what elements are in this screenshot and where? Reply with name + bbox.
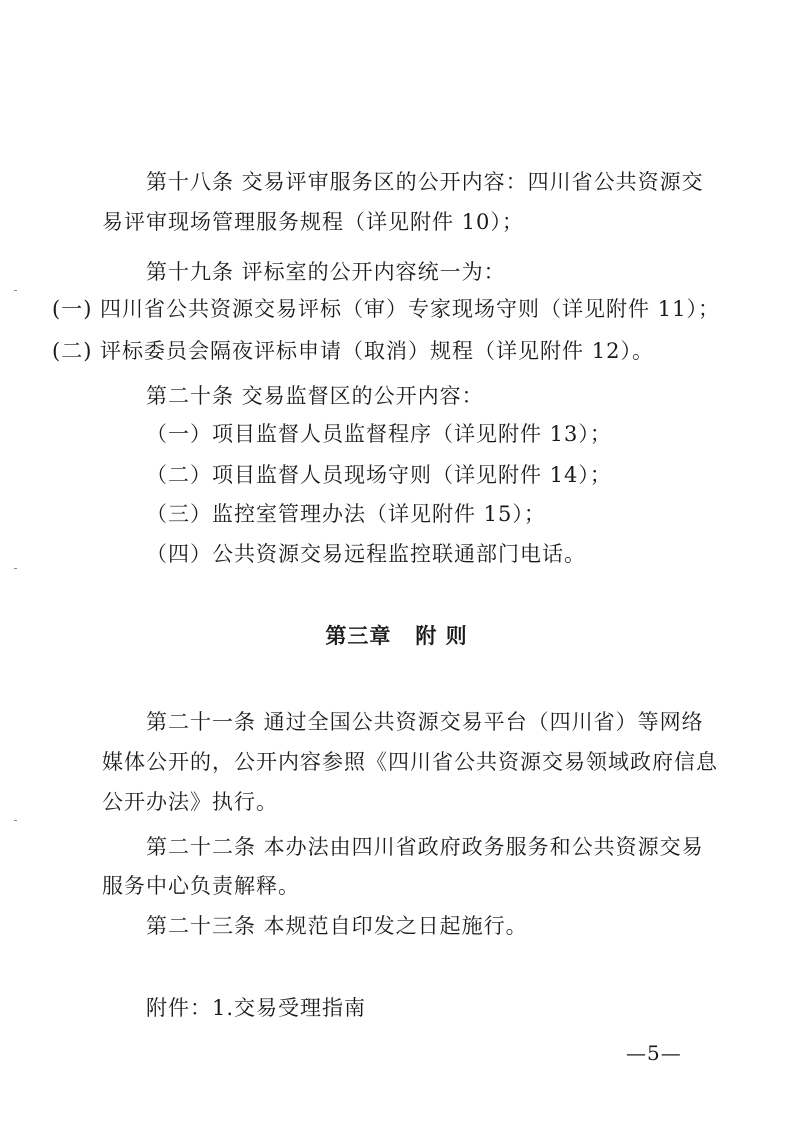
list-item: (一) 四川省公共资源交易评标（审）专家现场守则（详见附件 11）；	[52, 297, 720, 321]
chapter-title	[0, 622, 793, 650]
margin-mark	[14, 820, 17, 821]
page-number: —5—	[626, 1041, 682, 1065]
list-item: （四）公共资源交易远程监控联通部门电话。	[146, 542, 586, 566]
list-item: （二）项目监督人员现场守则（详见附件 14）；	[146, 463, 612, 487]
chapter-number: 第三章	[325, 624, 392, 648]
paragraph-line: 第二十三条 本规范自印发之日起施行。	[146, 914, 528, 938]
paragraph-line: 服务中心负责解释。	[102, 874, 300, 898]
paragraph-line: 易评审现场管理服务规程（详见附件 10）；	[102, 210, 524, 234]
paragraph-line: 公开办法》执行。	[102, 790, 278, 814]
paragraph-line: 第二十一条 通过全国公共资源交易平台（四川省）等网络	[146, 710, 704, 734]
list-item: （三）监控室管理办法（详见附件 15）；	[146, 502, 546, 526]
paragraph-line: 第十八条 交易评审服务区的公开内容：四川省公共资源交	[146, 170, 704, 194]
margin-mark	[14, 290, 17, 291]
paragraph-line: 第二十条 交易监督区的公开内容：	[146, 384, 484, 408]
chapter-name: 附 则	[415, 624, 468, 648]
paragraph-line: 媒体公开的，公开内容参照《四川省公共资源交易领域政府信息	[102, 750, 718, 774]
list-item: （一）项目监督人员监督程序（详见附件 13）；	[146, 422, 612, 446]
margin-mark	[14, 568, 17, 569]
attachment-line: 附件：1.交易受理指南	[146, 996, 367, 1020]
paragraph-line: 第二十二条 本办法由四川省政府政务服务和公共资源交易	[146, 835, 704, 859]
list-item: (二) 评标委员会隔夜评标申请（取消）规程（详见附件 12）。	[52, 339, 654, 363]
paragraph-line: 第十九条 评标室的公开内容统一为：	[146, 260, 506, 284]
